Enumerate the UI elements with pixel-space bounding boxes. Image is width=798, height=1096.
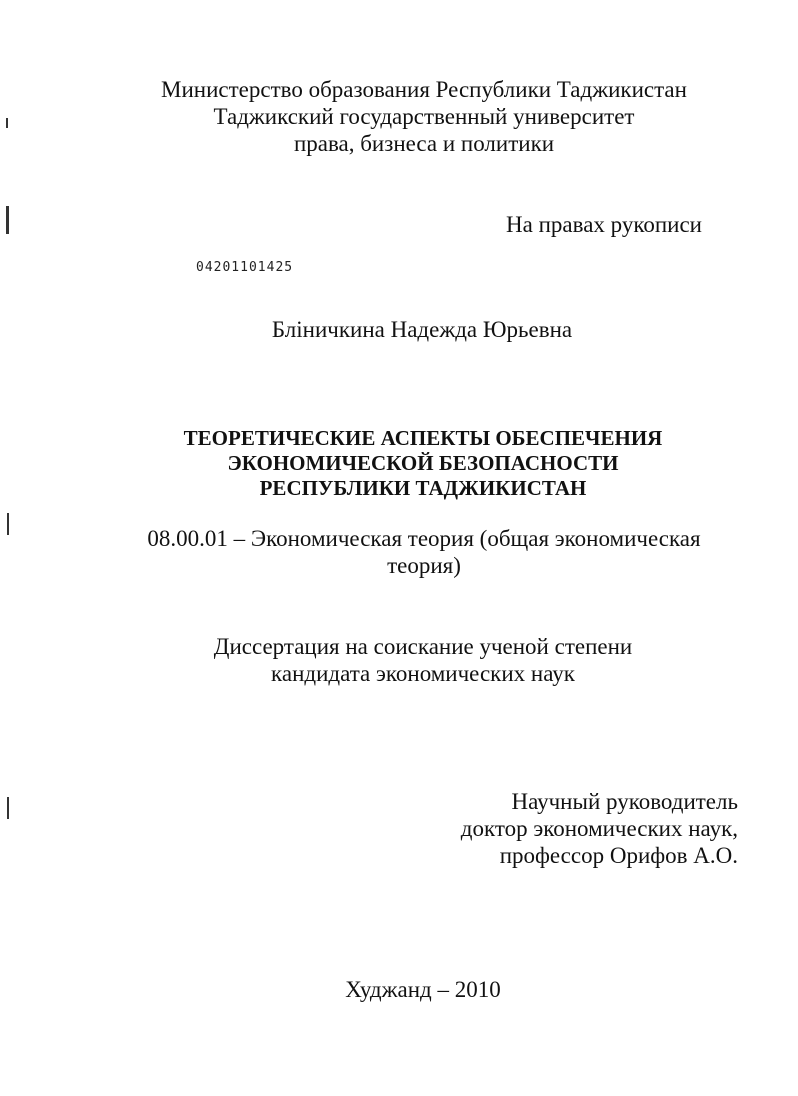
thesis-title-line2: ЭКОНОМИЧЕСКОЙ БЕЗОПАСНОСТИ [227,451,619,475]
scan-mark [7,797,9,819]
place-year: Худжанд – 2010 [345,977,501,1002]
specialty-line2: теория) [387,553,461,578]
ministry-name: Министерство образования Республики Таджикистан [161,77,687,102]
author-name: Бліничкина Надежда Юрьевна [271,317,573,342]
registration-number: 04201101425 [196,260,294,275]
degree-line2: кандидата экономических наук [271,661,575,686]
manuscript-note: На правах рукописи [506,212,702,237]
scan-mark [6,118,8,128]
scan-mark [6,206,9,234]
supervisor-degree: доктор экономических наук, [460,816,738,841]
supervisor-label: Научный руководитель [511,789,738,814]
specialty-line1: 08.00.01 – Экономическая теория (общая экономическая [147,526,701,551]
supervisor-name: профессор Орифов А.О. [499,843,738,868]
university-name-line1: Таджикский государственный университет [213,104,635,129]
degree-line1: Диссертация на соискание ученой степени [213,634,633,659]
thesis-title-line1: ТЕОРЕТИЧЕСКИЕ АСПЕКТЫ ОБЕСПЕЧЕНИЯ [183,426,663,450]
university-name-line2: права, бизнеса и политики [293,131,555,156]
thesis-title-line3: РЕСПУБЛИКИ ТАДЖИКИСТАН [259,476,587,500]
scan-mark [7,513,9,535]
